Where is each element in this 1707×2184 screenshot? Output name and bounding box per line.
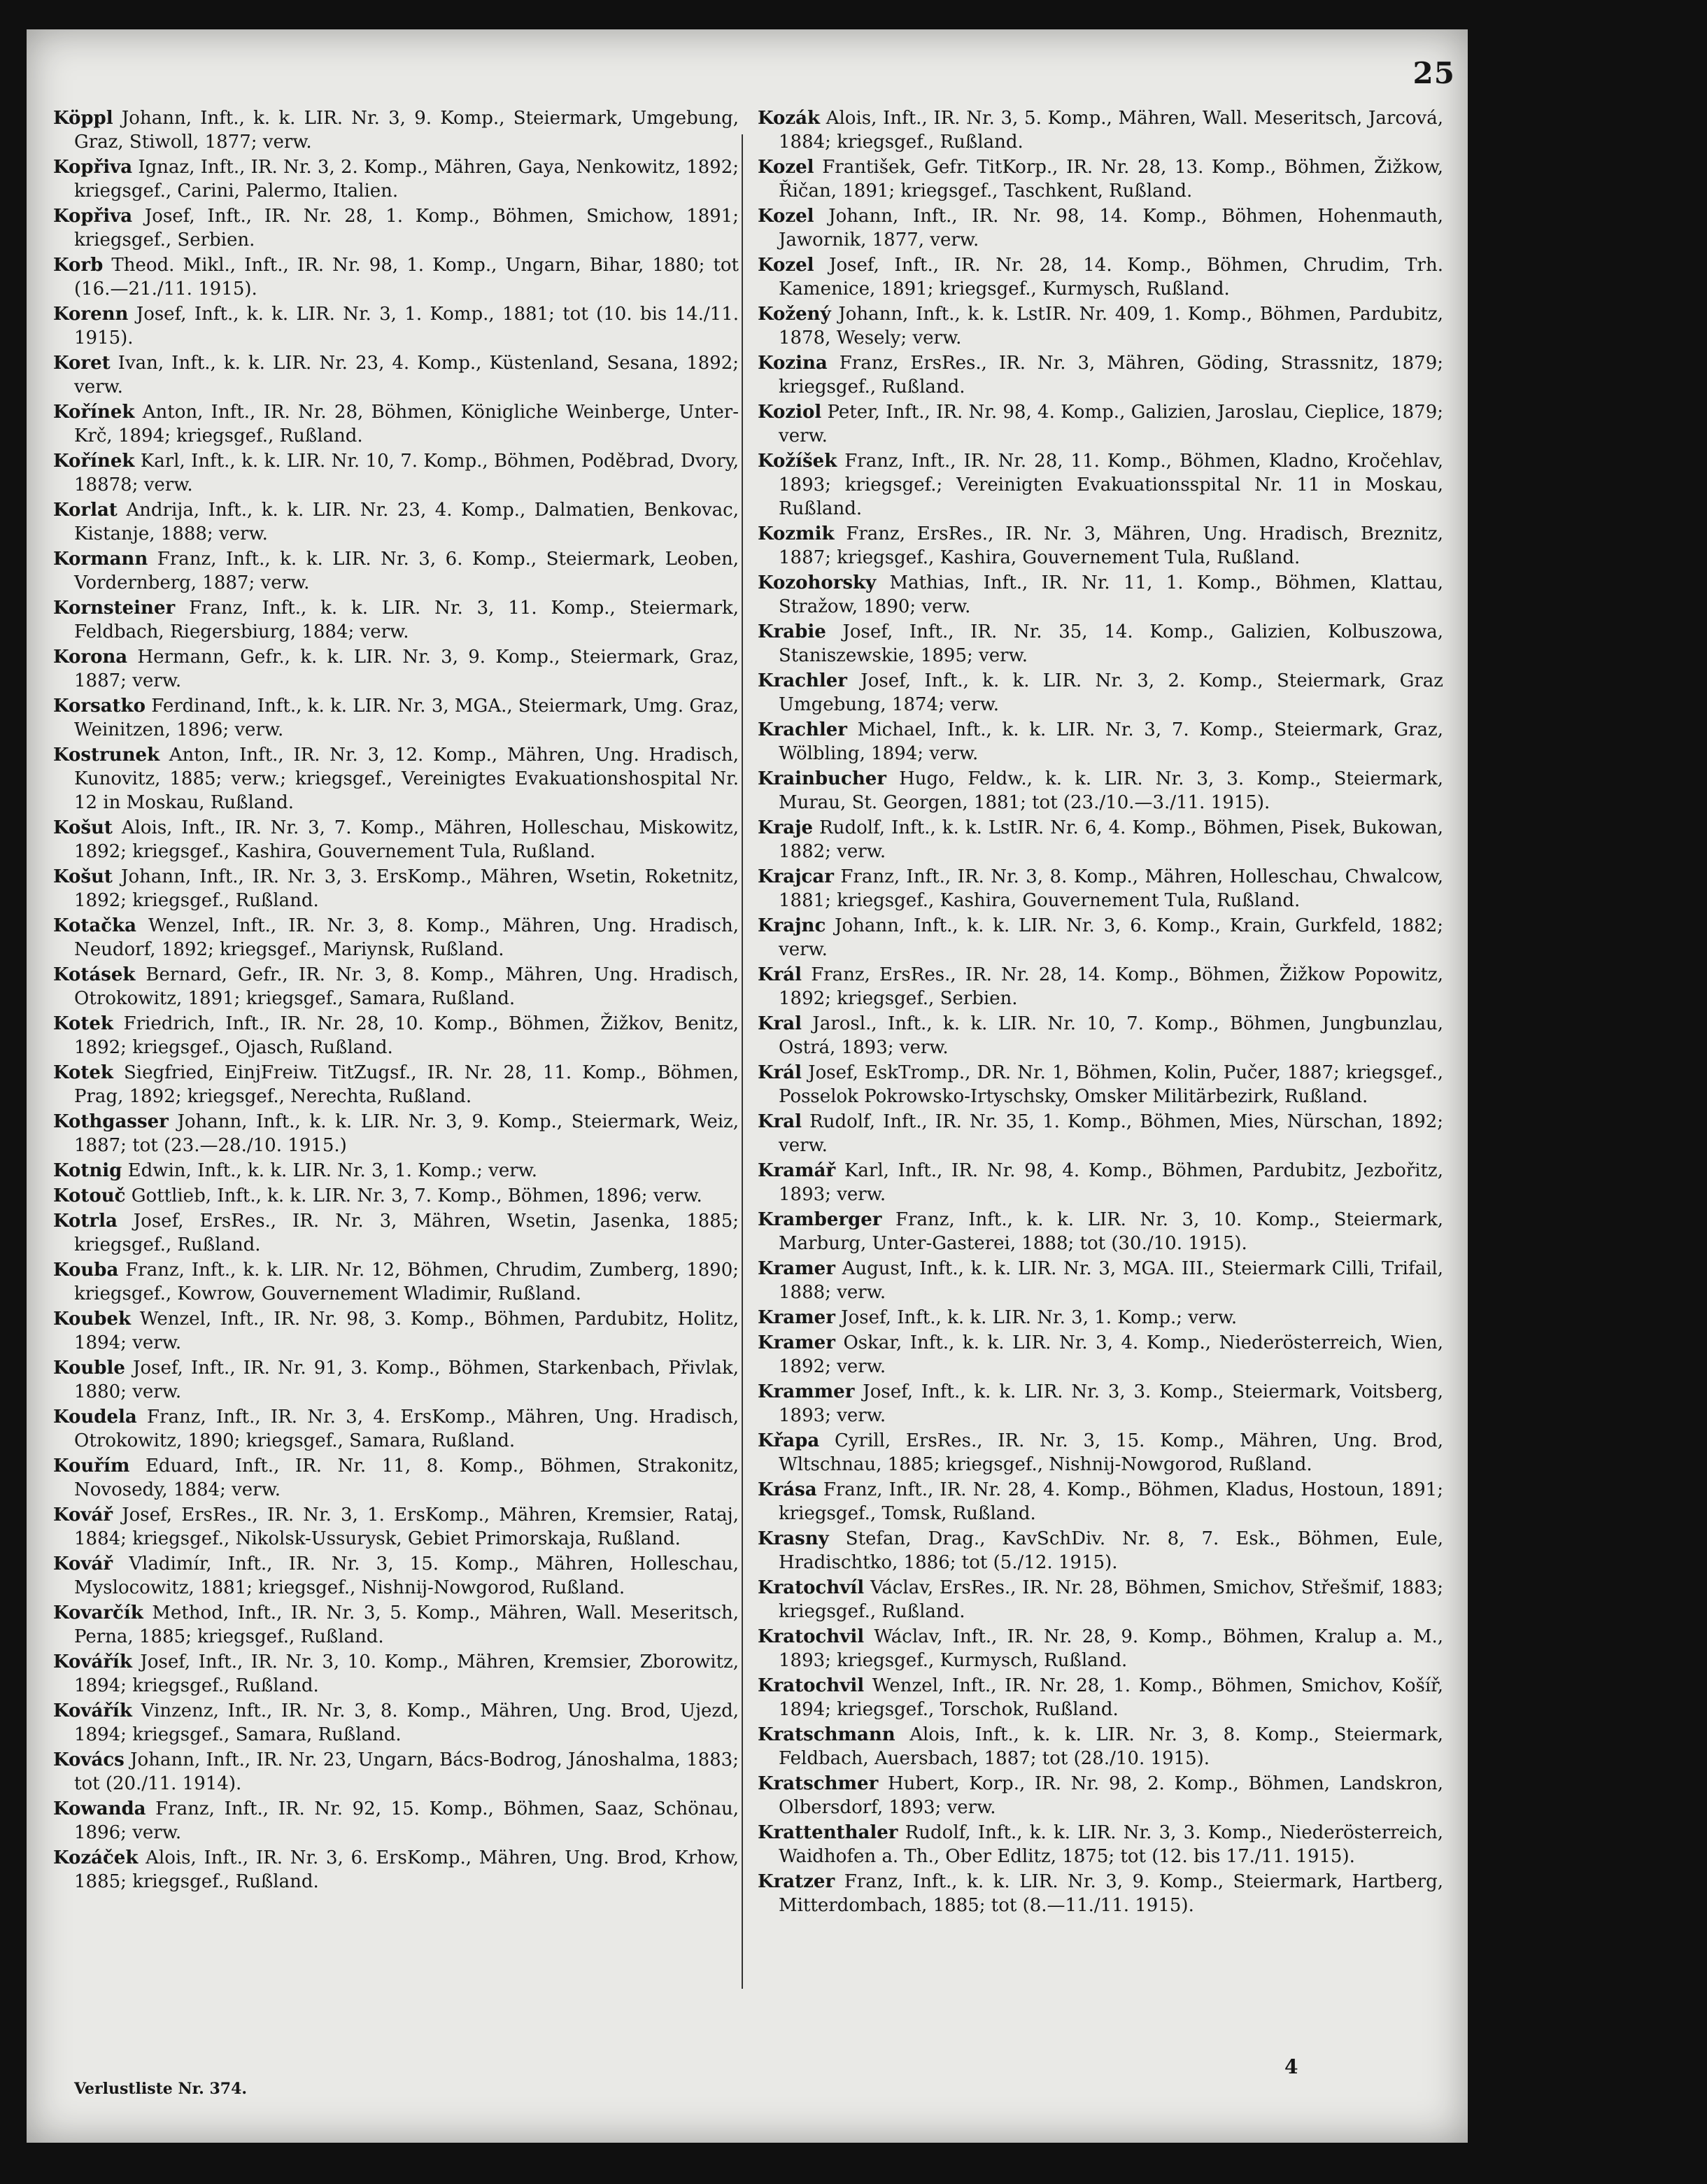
list-entry [53,1012,739,1059]
entry-surname: Kramer [758,1307,835,1328]
entry-surname: Kopřiva [53,157,133,178]
entry-details: Rudolf, Inft., IR. Nr. 35, 1. Komp., Böhmen, Mies, Nürschan, 1892; verw. [779,1111,1444,1156]
list-entry [53,1797,739,1845]
list-entry [758,1306,1443,1330]
entry-surname: Kotek [53,1013,113,1034]
list-entry [758,1625,1443,1672]
list-entry [53,498,739,546]
list-entry [758,522,1443,570]
entry-details: Gottlieb, Inft., k. k. LIR. Nr. 3, 7. Komp., Böhmen, 1896; verw. [131,1185,702,1206]
list-entry [758,302,1443,350]
entry-details: Josef, Inft., k. k. LIR. Nr. 3, 3. Komp., Steiermark, Voitsberg, 1893; verw. [779,1381,1444,1426]
list-entry [53,743,739,815]
entry-surname: Kořínek [53,402,135,423]
entry-surname: Kraje [758,817,814,838]
entry-surname: Krammer [758,1381,855,1402]
entry-surname: Kotásek [53,964,136,985]
entry-details: Siegfried, EinjFreiw. TitZugsf., IR. Nr. 28, 11. Komp., Böhmen, Prag, 1892; kriegsgef., Nerechta, Rußland. [74,1062,739,1107]
list-entry [758,449,1443,521]
entry-surname: Kouble [53,1358,125,1379]
entry-details: Method, Inft., IR. Nr. 3, 5. Komp., Mähren, Wall. Meseritsch, Perna, 1885; kriegsgef., Rußland. [74,1602,739,1647]
list-entry [53,1503,739,1551]
list-entry [53,1552,739,1600]
list-entry [53,1748,739,1796]
entry-details: Franz, Inft., k. k. LIR. Nr. 3, 10. Komp., Steiermark, Marburg, Unter-Gasterei, 1888; tot (30./10. 1915). [779,1209,1443,1254]
list-entry [53,204,739,252]
entry-surname: Kotačka [53,915,136,936]
list-entry [53,351,739,399]
entry-surname: Kouřím [53,1456,130,1477]
entry-surname: Korsatko [53,696,146,717]
entry-surname: Köppl [53,108,113,129]
entry-details: Josef, Inft., IR. Nr. 28, 14. Komp., Böhmen, Chrudim, Trh. Kamenice, 1891; kriegsgef., Kurmysch, Rußland. [779,255,1443,300]
entry-details: Franz, ErsRes., IR. Nr. 3, Mähren, Ung. Hradisch, Breznitz, 1887; kriegsgef., Kashira, Gouvernement Tula, Rußland. [779,523,1443,568]
entry-surname: Kotnig [53,1160,122,1181]
entry-details: Wenzel, Inft., IR. Nr. 28, 1. Komp., Böhmen, Smichov, Košíř, 1894; kriegsgef., Torschok, Rußland. [779,1675,1444,1720]
list-entry [758,1478,1443,1526]
entry-surname: Kovarčík [53,1602,143,1623]
entry-surname: Koziol [758,402,822,423]
entry-details: Franz, ErsRes., IR. Nr. 28, 14. Komp., Böhmen, Žižkow Popowitz, 1892; kriegsgef., Serbien. [779,964,1444,1009]
entry-surname: Král [758,964,802,985]
entry-details: Alois, Inft., IR. Nr. 3, 5. Komp., Mähren, Wall. Meseritsch, Jarcová, 1884; kriegsgef., Rußland. [779,108,1444,153]
entry-details: Josef, Inft., k. k. LIR. Nr. 3, 1. Komp.; verw. [841,1307,1238,1328]
document-page [27,29,1468,2143]
right-column [758,106,1443,1919]
entry-details: Anton, Inft., IR. Nr. 3, 12. Komp., Mähren, Ung. Hradisch, Kunovitz, 1885; verw.; kriegsgef., Vereinigtes Evakuationshospital Nr. 12 in Moskau, Rußland. [74,745,739,813]
list-entry [758,400,1443,448]
entry-details: Johann, Inft., k. k. LIR. Nr. 3, 9. Komp., Steiermark, Umgebung, Graz, Stiwoll, 1877; verw. [74,108,739,153]
entry-surname: Kratschmer [758,1773,879,1794]
entry-surname: Krainbucher [758,768,886,789]
list-entry [758,1527,1443,1574]
entry-surname: Kratochvil [758,1675,865,1696]
entry-details: Alois, Inft., k. k. LIR. Nr. 3, 8. Komp., Steiermark, Feldbach, Auersbach, 1887; tot (28./10. 1915). [779,1724,1443,1769]
entry-surname: Krasny [758,1528,829,1549]
list-entry [758,1380,1443,1428]
entry-surname: Kozel [758,157,814,178]
entry-surname: Kral [758,1111,802,1132]
entry-surname: Kotrla [53,1211,118,1232]
list-entry [758,155,1443,203]
entry-surname: Kovářík [53,1700,132,1721]
page-number: 25 [1412,56,1455,90]
list-entry [758,1821,1443,1868]
entry-surname: Kopřiva [53,206,133,227]
list-entry [53,155,739,203]
entry-surname: Korona [53,647,128,668]
entry-details: Ferdinand, Inft., k. k. LIR. Nr. 3, MGA., Steiermark, Umg. Graz, Weinitzen, 1896; verw. [74,696,739,740]
list-entry [758,865,1443,913]
entry-details: Josef, ErsRes., IR. Nr. 3, 1. ErsKomp., Mähren, Kremsier, Rataj, 1884; kriegsgef., Nikolsk-Ussurysk, Gebiet Primorskaja, Rußland. [74,1505,739,1549]
entry-surname: Kovács [53,1749,125,1770]
entry-surname: Košut [53,817,113,838]
entry-details: Franz, Inft., k. k. LIR. Nr. 12, Böhmen, Chrudim, Zumberg, 1890; kriegsgef., Kowrow, Gouvernement Wladimir, Rußland. [74,1260,739,1304]
entry-details: Johann, Inft., k. k. LstIR. Nr. 409, 1. Komp., Böhmen, Pardubitz, 1878, Wesely; verw. [779,304,1444,348]
list-entry [53,645,739,693]
list-entry [758,1159,1443,1206]
entry-details: Josef, ErsRes., IR. Nr. 3, Mähren, Wsetin, Jasenka, 1885; kriegsgef., Rußland. [74,1211,739,1255]
entry-details: Hubert, Korp., IR. Nr. 98, 2. Komp., Böhmen, Landskron, Olbersdorf, 1893; verw. [779,1773,1443,1818]
list-entry [53,1110,739,1157]
list-entry [758,1674,1443,1721]
list-entry [758,1061,1443,1108]
entry-details: Stefan, Drag., KavSchDiv. Nr. 8, 7. Esk., Böhmen, Eule, Hradischtko, 1886; tot (5./12. 1915). [779,1528,1443,1573]
list-entry [53,253,739,301]
list-entry [53,914,739,961]
list-entry [758,1110,1443,1157]
list-entry [758,1208,1443,1255]
entry-surname: Král [758,1062,802,1083]
entry-surname: Kozel [758,206,814,227]
entry-details: Johann, Inft., IR. Nr. 3, 3. ErsKomp., Mähren, Wsetin, Roketnitz, 1892; kriegsgef., Rußland. [74,866,739,911]
list-entry [758,620,1443,668]
entry-details: Johann, Inft., IR. Nr. 23, Ungarn, Bács-Bodrog, Jánoshalma, 1883; tot (20./11. 1914). [74,1749,739,1794]
entry-surname: Koudela [53,1407,137,1428]
entry-surname: Kowanda [53,1798,146,1819]
entry-details: Eduard, Inft., IR. Nr. 11, 8. Komp., Böhmen, Strakonitz, Novosedy, 1884; verw. [74,1456,739,1500]
entry-surname: Kramberger [758,1209,882,1230]
entry-details: August, Inft., k. k. LIR. Nr. 3, MGA. III., Steiermark Cilli, Trifail, 1888; verw. [779,1258,1444,1303]
entry-details: Alois, Inft., IR. Nr. 3, 6. ErsKomp., Mähren, Ung. Brod, Krhow, 1885; kriegsgef., Rußland. [74,1847,739,1892]
entry-details: Josef, Inft., IR. Nr. 28, 1. Komp., Böhmen, Smichow, 1891; kriegsgef., Serbien. [74,206,739,251]
list-entry [758,1723,1443,1770]
entry-details: Josef, Inft., IR. Nr. 91, 3. Komp., Böhmen, Starkenbach, Přivlak, 1880; verw. [74,1358,739,1402]
list-entry [758,1012,1443,1059]
entry-details: Michael, Inft., k. k. LIR. Nr. 3, 7. Komp., Steiermark, Graz, Wölbling, 1894; verw. [779,719,1444,764]
entry-surname: Koret [53,353,111,374]
entry-surname: Kratzer [758,1871,835,1892]
entry-surname: Kotek [53,1062,113,1083]
list-entry [53,547,739,595]
list-entry [53,1356,739,1404]
list-entry [53,963,739,1010]
entry-details: Ignaz, Inft., IR. Nr. 3, 2. Komp., Mähren, Gaya, Nenkowitz, 1892; kriegsgef., Carini, Palermo, Italien. [74,157,739,202]
list-entry [758,571,1443,619]
left-column [53,106,739,1895]
entry-surname: Kormann [53,549,148,570]
entry-details: Franz, ErsRes., IR. Nr. 3, Mähren, Göding, Strassnitz, 1879; kriegsgef., Rußland. [779,353,1444,397]
entry-details: Franz, Inft., IR. Nr. 92, 15. Komp., Böhmen, Saaz, Schönau, 1896; verw. [74,1798,739,1843]
list-entry [53,694,739,742]
entry-surname: Koubek [53,1309,132,1330]
list-entry [758,816,1443,864]
entry-surname: Krása [758,1479,817,1500]
entry-details: Ivan, Inft., k. k. LIR. Nr. 23, 4. Komp., Küstenland, Sesana, 1892; verw. [74,353,739,397]
column-divider [742,134,743,1989]
entry-details: Edwin, Inft., k. k. LIR. Nr. 3, 1. Komp.; verw. [127,1160,538,1181]
list-entry [53,1209,739,1257]
entry-surname: Kovář [53,1505,113,1526]
entry-surname: Kothgasser [53,1111,169,1132]
list-entry [53,1061,739,1108]
entry-details: František, Gefr. TitKorp., IR. Nr. 28, 13. Komp., Böhmen, Žižkow, Řičan, 1891; kriegsgef., Taschkent, Rußland. [779,157,1444,202]
entry-surname: Kostrunek [53,745,160,766]
list-entry [53,1184,739,1208]
list-entry [758,1870,1443,1917]
entry-details: Franz, Inft., k. k. LIR. Nr. 3, 9. Komp., Steiermark, Hartberg, Mitterdombach, 1885; tot (8.—11./11. 1915). [779,1871,1444,1916]
list-entry [53,865,739,913]
entry-surname: Kořínek [53,451,135,472]
list-entry [758,1331,1443,1379]
entry-details: Franz, Inft., IR. Nr. 3, 8. Komp., Mähren, Holleschau, Chwalcow, 1881; kriegsgef., Kashira, Gouvernement Tula, Rußland. [779,866,1443,911]
entry-details: Peter, Inft., IR. Nr. 98, 4. Komp., Galizien, Jaroslau, Cieplice, 1879; verw. [779,402,1443,446]
entry-surname: Kožíšek [758,451,837,472]
list-entry [53,1405,739,1453]
entry-details: Friedrich, Inft., IR. Nr. 28, 10. Komp., Böhmen, Žižkov, Benitz, 1892; kriegsgef., Ojasch, Rußland. [74,1013,739,1058]
entry-details: Josef, Inft., k. k. LIR. Nr. 3, 1. Komp., 1881; tot (10. bis 14./11. 1915). [74,304,739,348]
entry-details: Josef, Inft., IR. Nr. 35, 14. Komp., Galizien, Kolbuszowa, Staniszewskie, 1895; verw. [779,621,1443,666]
entry-surname: Kotouč [53,1185,126,1206]
entry-surname: Křapa [758,1430,820,1451]
entry-details: Franz, Inft., IR. Nr. 28, 4. Komp., Böhmen, Kladus, Hostoun, 1891; kriegsgef., Tomsk, Rußland. [779,1479,1444,1524]
entry-surname: Kovářík [53,1651,132,1672]
list-entry [758,914,1443,961]
entry-details: Wenzel, Inft., IR. Nr. 98, 3. Komp., Böhmen, Pardubitz, Holitz, 1894; verw. [74,1309,739,1353]
entry-details: Andrija, Inft., k. k. LIR. Nr. 23, 4. Komp., Dalmatien, Benkovac, Kistanje, 1888; verw. [74,500,739,544]
entry-surname: Kral [758,1013,802,1034]
list-entry [758,106,1443,154]
entry-details: Jarosl., Inft., k. k. LIR. Nr. 10, 7. Komp., Böhmen, Jungbunzlau, Ostrá, 1893; verw. [779,1013,1444,1058]
entry-surname: Kramer [758,1332,835,1353]
entry-surname: Krachler [758,719,847,740]
entry-details: Rudolf, Inft., k. k. LstIR. Nr. 6, 4. Komp., Böhmen, Pisek, Bukowan, 1882; verw. [779,817,1443,862]
entry-details: Johann, Inft., k. k. LIR. Nr. 3, 6. Komp., Krain, Gurkfeld, 1882; verw. [779,915,1444,960]
list-entry [758,669,1443,717]
entry-details: Theod. Mikl., Inft., IR. Nr. 98, 1. Komp., Ungarn, Bihar, 1880; tot (16.—21./11. 1915). [74,255,739,300]
entry-surname: Kramář [758,1160,836,1181]
list-entry [758,1429,1443,1477]
entry-details: Vladimír, Inft., IR. Nr. 3, 15. Komp., Mähren, Holleschau, Myslocowitz, 1881; kriegsgef., Nishnij-Nowgorod, Rußland. [74,1554,739,1598]
list-entry [758,767,1443,815]
list-entry [758,1576,1443,1623]
list-entry [758,963,1443,1010]
entry-surname: Kozák [758,108,820,129]
entry-details: Mathias, Inft., IR. Nr. 11, 1. Komp., Böhmen, Klattau, Stražow, 1890; verw. [779,572,1443,617]
entry-details: Josef, Inft., IR. Nr. 3, 10. Komp., Mähren, Kremsier, Zborowitz, 1894; kriegsgef., Rußland. [74,1651,739,1696]
entry-details: Wenzel, Inft., IR. Nr. 3, 8. Komp., Mähren, Ung. Hradisch, Neudorf, 1892; kriegsgef., Mariynsk, Rußland. [74,915,739,960]
list-entry [53,449,739,497]
entry-details: Josef, Inft., k. k. LIR. Nr. 3, 2. Komp., Steiermark, Graz Umgebung, 1874; verw. [779,670,1443,715]
list-entry [758,1772,1443,1819]
entry-surname: Kratschmann [758,1724,895,1745]
list-entry [53,1258,739,1306]
entry-details: Hermann, Gefr., k. k. LIR. Nr. 3, 9. Komp., Steiermark, Graz, 1887; verw. [74,647,739,691]
entry-details: Franz, Inft., k. k. LIR. Nr. 3, 11. Komp., Steiermark, Feldbach, Riegersbiurg, 1884; verw. [74,598,739,642]
list-entry [758,718,1443,766]
list-entry [53,106,739,154]
list-entry [53,1601,739,1649]
entry-details: Alois, Inft., IR. Nr. 3, 7. Komp., Mähren, Holleschau, Miskowitz, 1892; kriegsgef., Kashira, Gouvernement Tula, Rußland. [74,817,739,862]
entry-details: Wáclav, Inft., IR. Nr. 28, 9. Komp., Böhmen, Kralup a. M., 1893; kriegsgef., Kurmysch, Rußland. [779,1626,1443,1671]
list-entry [758,1257,1443,1304]
entry-surname: Košut [53,866,113,887]
entry-surname: Kratochvíl [758,1577,865,1598]
entry-surname: Krajnc [758,915,826,936]
list-entry [53,596,739,644]
list-entry [53,400,739,448]
list-entry [758,253,1443,301]
entry-details: Oskar, Inft., k. k. LIR. Nr. 3, 4. Komp., Niederösterreich, Wien, 1892; verw. [779,1332,1444,1377]
entry-surname: Kozel [758,255,814,276]
entry-surname: Kratochvil [758,1626,865,1647]
entry-surname: Krajcar [758,866,834,887]
entry-surname: Krabie [758,621,826,642]
list-entry [53,816,739,864]
list-entry [53,302,739,350]
entry-surname: Kozáček [53,1847,139,1868]
list-entry [53,1159,739,1183]
entry-surname: Kramer [758,1258,835,1279]
entry-details: Franz, Inft., IR. Nr. 3, 4. ErsKomp., Mähren, Ung. Hradisch, Otrokowitz, 1890; kriegsgef., Samara, Rußland. [74,1407,739,1451]
entry-details: Rudolf, Inft., k. k. LIR. Nr. 3, 3. Komp., Niederösterreich, Waidhofen a. Th., Ober Edlitz, 1875; tot (12. bis 17./11. 1915). [779,1822,1443,1867]
entry-details: Cyrill, ErsRes., IR. Nr. 3, 15. Komp., Mähren, Ung. Brod, Wltschnau, 1885; kriegsgef., Nishnij-Nowgorod, Rußland. [779,1430,1443,1475]
entry-surname: Korlat [53,500,118,521]
entry-surname: Kovář [53,1554,113,1574]
entry-details: Bernard, Gefr., IR. Nr. 3, 8. Komp., Mähren, Ung. Hradisch, Otrokowitz, 1891; kriegsgef., Samara, Rußland. [74,964,739,1009]
entry-details: Josef, EskTromp., DR. Nr. 1, Böhmen, Kolin, Pučer, 1887; kriegsgef., Posselok Pokrowsko-Irtyschsky, Omsker Militärbezirk, Rußland. [779,1062,1444,1107]
entry-surname: Korb [53,255,104,276]
entry-details: Hugo, Feldw., k. k. LIR. Nr. 3, 3. Komp., Steiermark, Murau, St. Georgen, 1881; tot (23./10.—3./11. 1915). [779,768,1444,813]
entry-details: Johann, Inft., IR. Nr. 98, 14. Komp., Böhmen, Hohenmauth, Jawornik, 1877, verw. [779,206,1444,251]
entry-details: Franz, Inft., k. k. LIR. Nr. 3, 6. Komp., Steiermark, Leoben, Vordernberg, 1887; verw. [74,549,739,593]
list-entry [53,1454,739,1502]
entry-details: Karl, Inft., k. k. LIR. Nr. 10, 7. Komp., Böhmen, Poděbrad, Dvory, 18878; verw. [74,451,739,495]
entry-surname: Krattenthaler [758,1822,898,1843]
entry-surname: Kozohorsky [758,572,877,593]
footer-list-number: Verlustliste Nr. 374. [74,2080,248,2098]
entry-details: Franz, Inft., IR. Nr. 28, 11. Komp., Böhmen, Kladno, Kročehlav, 1893; kriegsgef.; Vereinigten Evakuationsspital Nr. 11 in Moskau, Rußland. [779,451,1444,519]
list-entry [53,1307,739,1355]
entry-surname: Kožený [758,304,831,325]
entry-details: Vinzenz, Inft., IR. Nr. 3, 8. Komp., Mähren, Ung. Brod, Ujezd, 1894; kriegsgef., Samara, Rußland. [74,1700,739,1745]
entry-surname: Korenn [53,304,129,325]
entry-surname: Krachler [758,670,847,691]
entry-surname: Kouba [53,1260,119,1281]
entry-details: Václav, ErsRes., IR. Nr. 28, Böhmen, Smichov, Střešmif, 1883; kriegsgef., Rußland. [779,1577,1444,1622]
entry-surname: Kozmik [758,523,835,544]
entry-details: Anton, Inft., IR. Nr. 28, Böhmen, Königliche Weinberge, Unter-Krč, 1894; kriegsgef., Rußland. [74,402,739,446]
list-entry [53,1650,739,1698]
signature-mark: 4 [1284,2055,1298,2078]
list-entry [758,351,1443,399]
list-entry [758,204,1443,252]
list-entry [53,1846,739,1894]
entry-details: Johann, Inft., k. k. LIR. Nr. 3, 9. Komp., Steiermark, Weiz, 1887; tot (23.—28./10. 1915.) [74,1111,739,1156]
list-entry [53,1699,739,1747]
entry-surname: Kornsteiner [53,598,176,619]
entry-surname: Kozina [758,353,828,374]
entry-details: Karl, Inft., IR. Nr. 98, 4. Komp., Böhmen, Pardubitz, Jezbořitz, 1893; verw. [779,1160,1443,1205]
